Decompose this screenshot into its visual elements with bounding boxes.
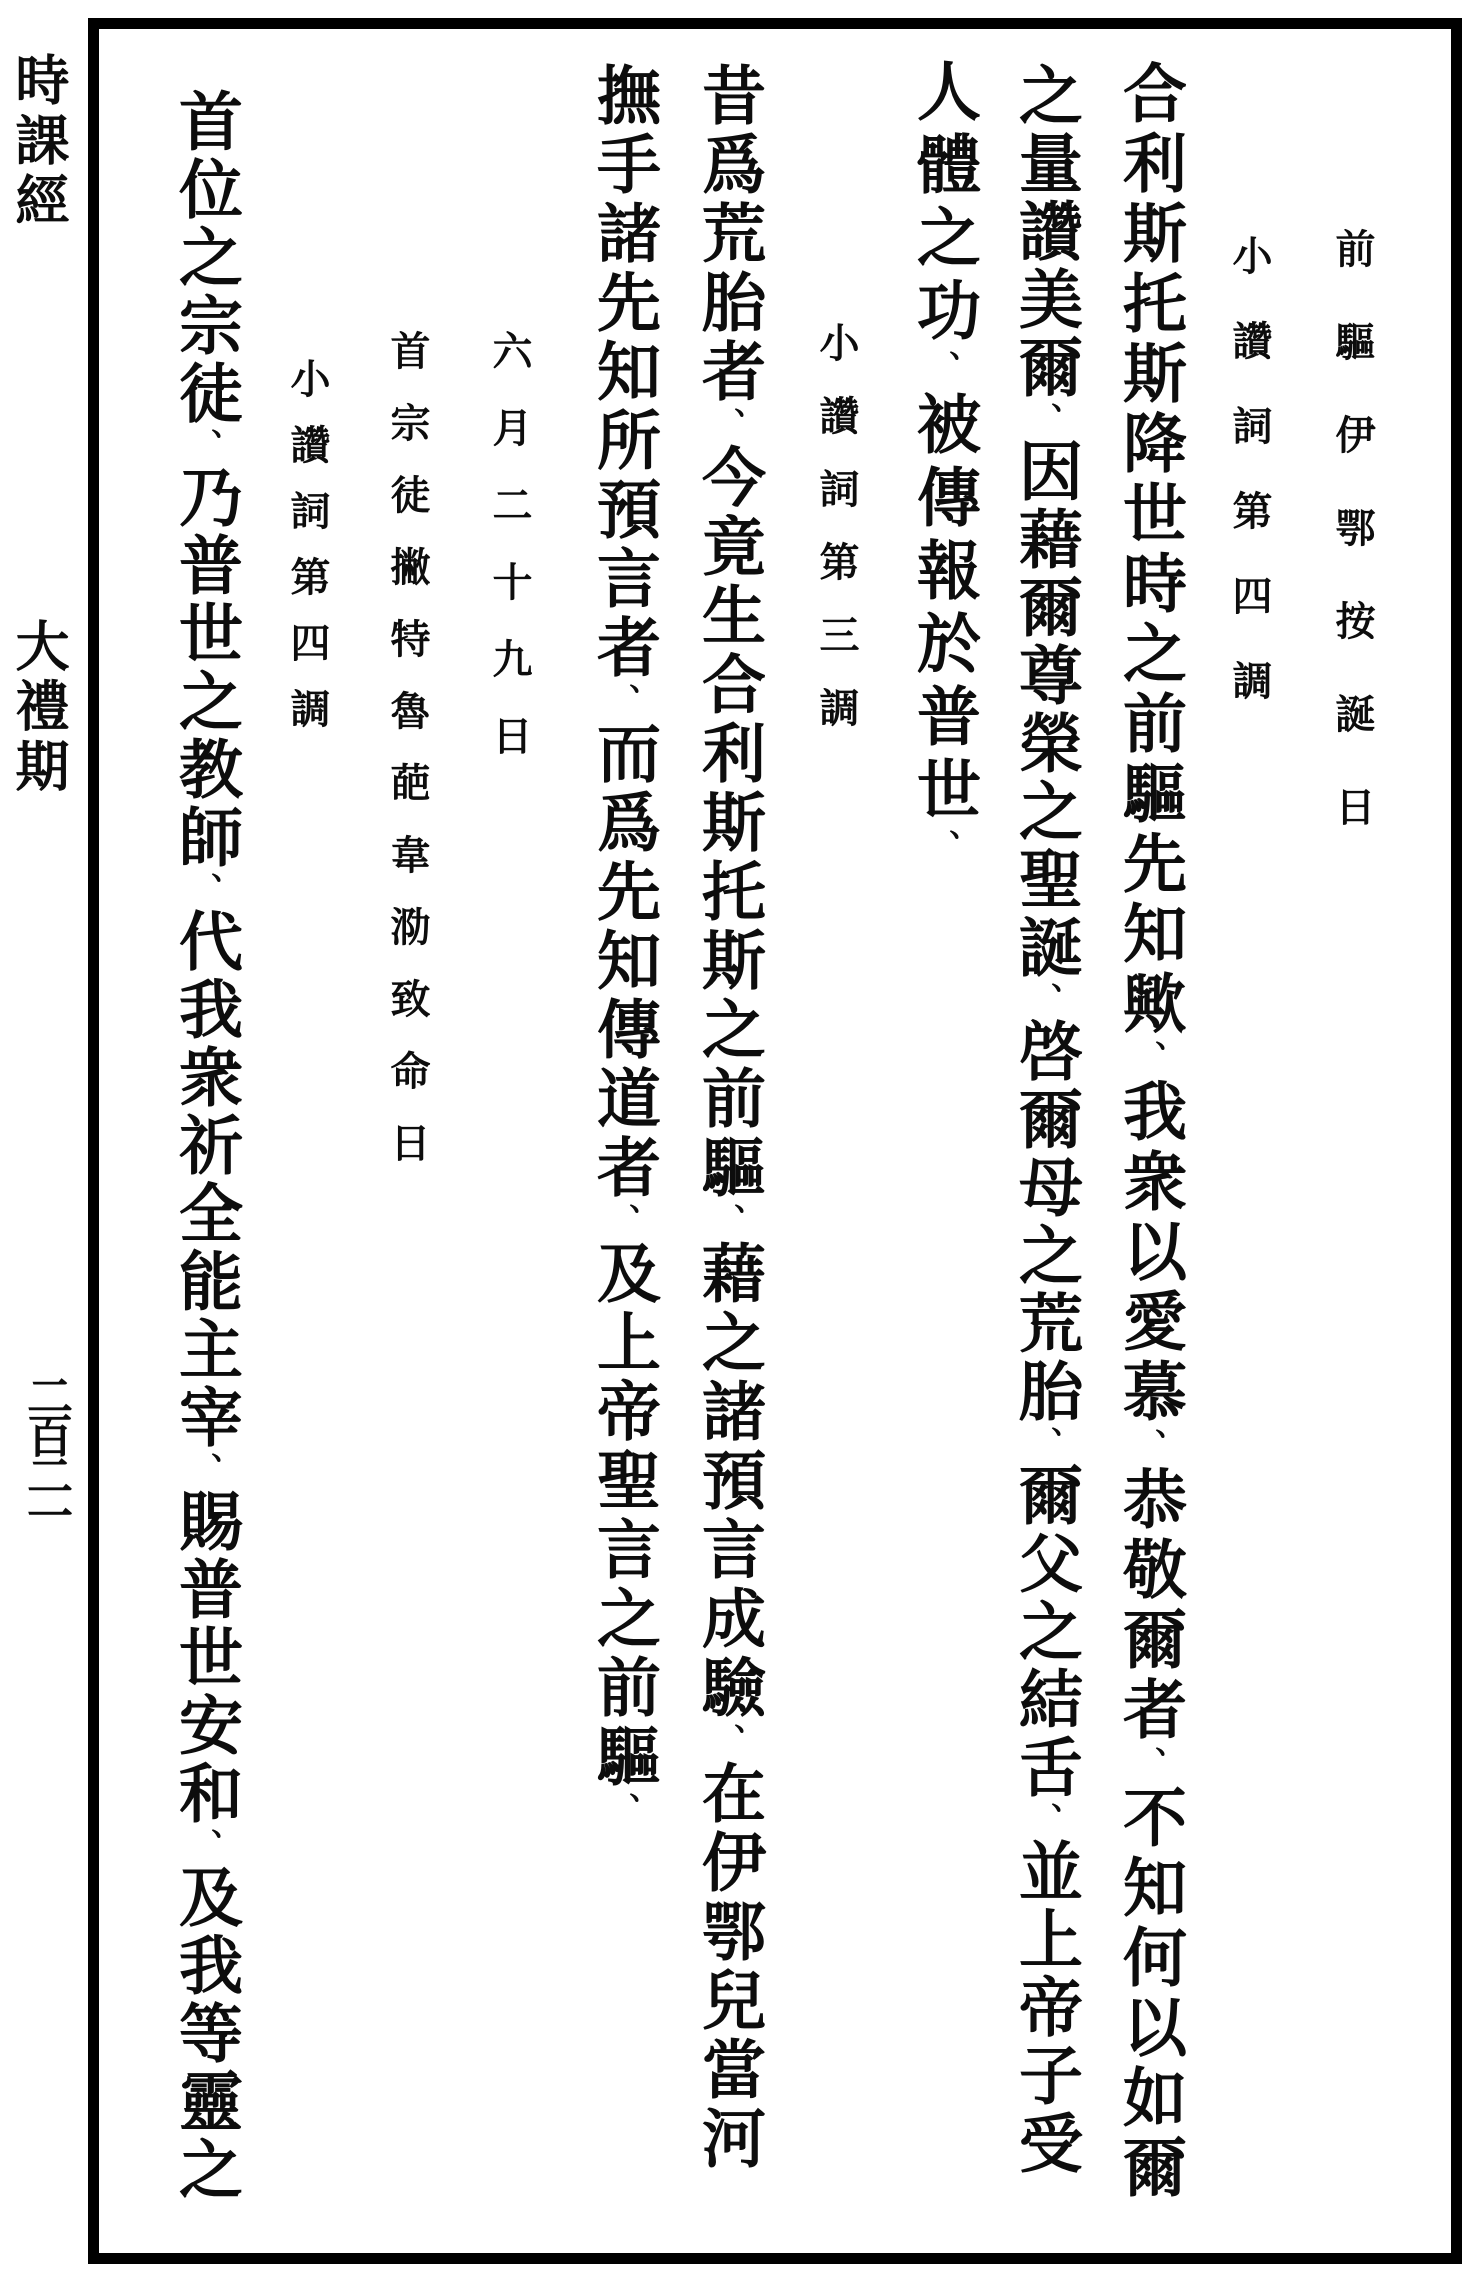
pause-mark: 、 [1026, 982, 1064, 1018]
body-column-5: 撫手諸先知所預言者、而爲先知傳道者、及上帝聖言之前驅、 [586, 62, 661, 1829]
tone-heading-troparion-tone4: 小讚詞第四調 [1226, 235, 1273, 745]
body-column-4: 昔爲荒胎者、今竟生合利斯托斯之前驅、藉之諸預言成驗、在伊鄂兒當河 [691, 62, 766, 2174]
pause-mark: 、 [186, 428, 224, 464]
pause-mark: 、 [1026, 1426, 1064, 1462]
body-column-1: 合利斯托斯降世時之前驅先知歟、我衆以愛慕、恭敬爾者、不知何以如爾 [1112, 60, 1187, 2204]
feast-title-forerunner-nativity: 前驅伊鄂按誕日 [1329, 228, 1376, 879]
pause-mark: 、 [604, 683, 642, 720]
date-heading-june-29: 六月二十九日 [486, 330, 533, 792]
edge-title-section: 大禮期 [7, 618, 71, 798]
tone-heading-troparion-tone4-2: 小讚詞第四調 [284, 358, 331, 754]
pause-mark: 、 [186, 1828, 224, 1864]
pause-mark: 、 [1026, 402, 1064, 438]
pause-mark: 、 [1130, 1428, 1168, 1466]
pause-mark: 、 [1130, 1040, 1168, 1078]
pause-mark: 、 [604, 1792, 642, 1829]
pause-mark: 、 [709, 407, 747, 444]
body-column-3: 人體之功、被傳報於普世、 [906, 58, 981, 870]
pause-mark: 、 [924, 829, 962, 870]
edge-title-book: 時課經 [7, 52, 71, 232]
tone-heading-troparion-tone3: 小讚詞第三調 [813, 322, 860, 760]
body-column-6: 首位之宗徒、乃普世之教師、代我衆祈全能主宰、賜普世安和、及我等靈之 [168, 88, 243, 2204]
pause-mark: 、 [604, 1203, 642, 1240]
pause-mark: 、 [709, 1203, 747, 1240]
pause-mark: 、 [924, 350, 962, 391]
pause-mark: 、 [709, 1723, 747, 1760]
body-column-2: 之量讚美爾、因藉爾尊榮之聖誕、啓爾母之荒胎、爾父之結舌、並上帝子受 [1008, 62, 1083, 2178]
feast-title-apostles-peter-paul: 首宗徒撇特魯葩韋泐致命日 [384, 330, 431, 1194]
pause-mark: 、 [1130, 1746, 1168, 1784]
edge-page-number: 二百二一 [20, 1372, 74, 1532]
pause-mark: 、 [186, 872, 224, 908]
pause-mark: 、 [1026, 1802, 1064, 1838]
pause-mark: 、 [186, 1452, 224, 1488]
